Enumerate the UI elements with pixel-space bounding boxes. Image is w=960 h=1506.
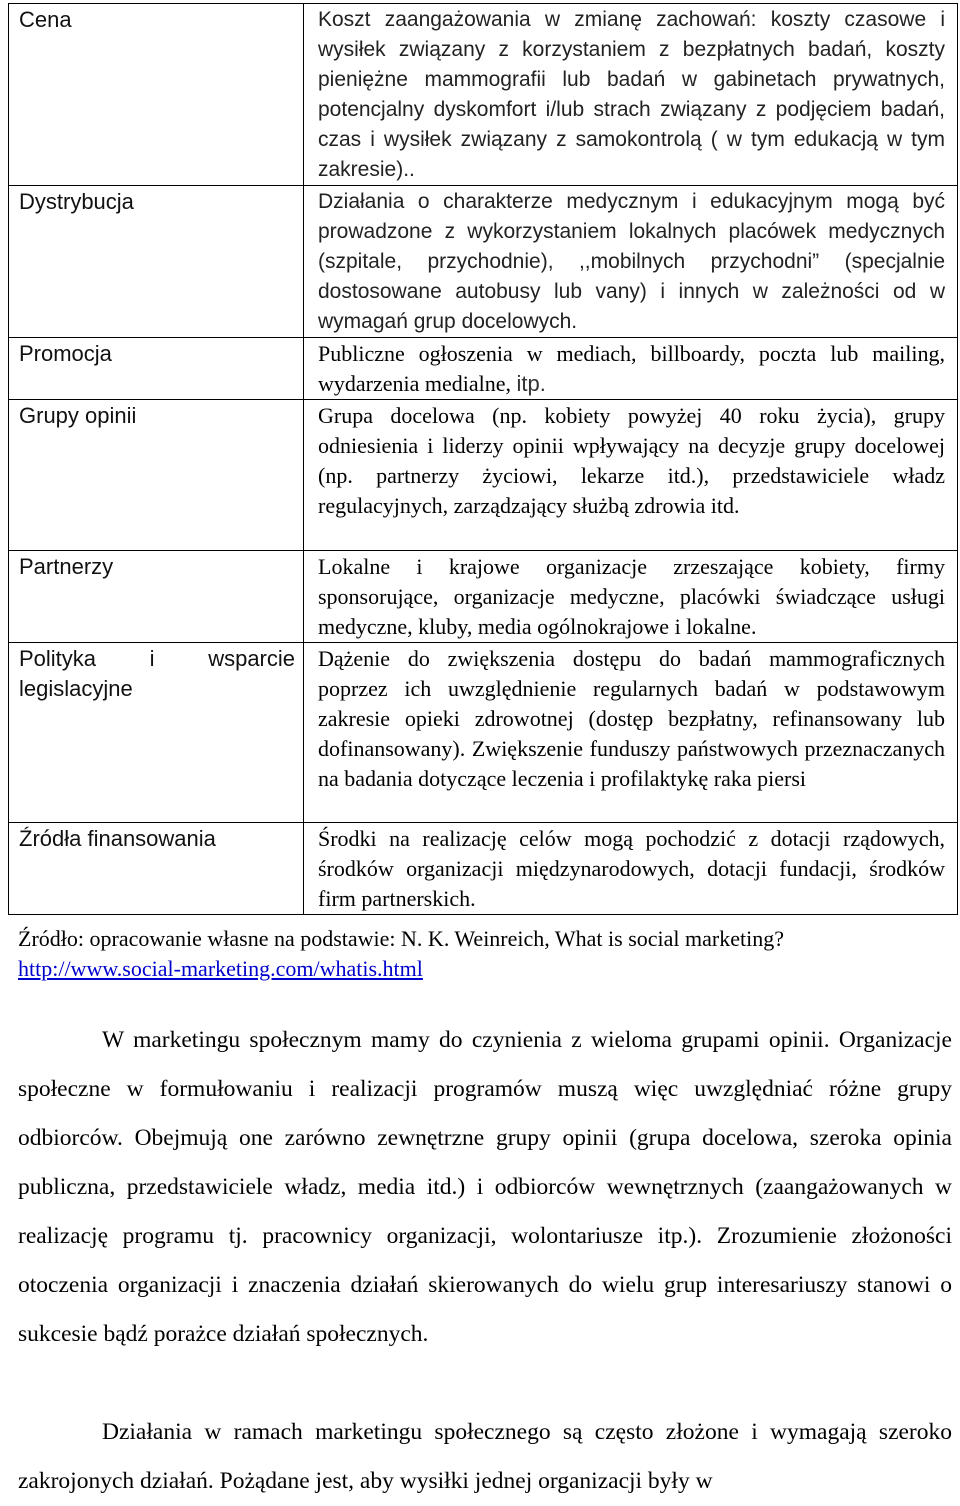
row-description: Środki na realizację celów mogą pochodzić z dotacji rządowych, środków organizacji międzynarodowych, dotacji fundacji, środków firm partnerskich. [304, 823, 958, 915]
table-row-grupy-opinii [9, 400, 958, 551]
row-description-cell [304, 338, 958, 400]
table-row-dystrybucja [9, 186, 958, 338]
row-description-suffix: itp. [516, 371, 546, 396]
table-row-partnerzy [9, 551, 958, 643]
row-label: Promocja [9, 338, 304, 400]
row-label: Dystrybucja [9, 186, 304, 338]
source-text: Źródło: opracowanie własne na podstawie: N. K. Weinreich, What is social marketing? [18, 926, 784, 951]
row-label: Grupy opinii [9, 400, 304, 551]
body-paragraph: W marketingu społecznym mamy do czynienia z wieloma grupami opinii. Organizacje społeczne w formułowaniu i realizacji programów muszą więc uwzględniać różne grupy odbiorców. Obejmują one zarówno zewnętrzne grupy opinii (grupa docelowa, szeroka opinia publiczna, przedstawiciele władz, media itd.) i odbiorców wewnętrznych (zaangażowanych w realizację programu tj. pracownicy organizacji, wolontariusze itp.). Zrozumienie złożoności otoczenia organizacji i znaczenia działań skierowanych do wielu grup interesariuszy stanowi o sukcesie bądź porażce działań społecznych. [18, 1027, 952, 1347]
table-row-cena [9, 4, 958, 186]
row-label: Źródła finansowania [9, 823, 304, 915]
body-paragraph: Działania w ramach marketingu społecznego są często złożone i wymagają szeroko zakrojonych działań. Pożądane jest, aby wysiłki jednej organizacji były w [18, 1419, 952, 1494]
table-row-promocja [9, 338, 958, 400]
row-description: Lokalne i krajowe organizacje zrzeszające kobiety, firmy sponsorujące, organizacje medyczne, placówki świadczące usługi medyczne, kluby, media ogólnokrajowe i lokalne. [304, 551, 958, 643]
source-link[interactable]: http://www.social-marketing.com/whatis.html [18, 956, 423, 981]
source-note [18, 924, 958, 984]
table-row-zrodla-finansowania [9, 823, 958, 915]
row-description: Działania o charakterze medycznym i edukacyjnym mogą być prowadzone z wykorzystaniem lokalnych placówek medycznych (szpitale, przychodnie), ,,mobilnych przychodni” (specjalnie dostosowane autobusy lub vany) i innych w zależności od w wymagań grup docelowych. [304, 186, 958, 338]
row-label: Partnerzy [9, 551, 304, 643]
marketing-mix-table [8, 3, 958, 915]
row-description: Grupa docelowa (np. kobiety powyżej 40 roku życia), grupy odniesienia i liderzy opinii wpływający na decyzje grupy docelowej (np. partnerzy życiowi, lekarze itd.), przedstawiciele władz regulacyjnych, zarządzający służbą zdrowia itd. [304, 400, 958, 551]
row-description: Publiczne ogłoszenia w mediach, billboardy, poczta lub mailing, wydarzenia medialne, [318, 341, 945, 396]
row-description: Dążenie do zwiększenia dostępu do badań mammograficznych poprzez ich uwzględnienie regularnych badań w podstawowym zakresie opieki zdrowotnej (dostęp bezpłatny, refinansowany lub dofinansowany). Zwiększenie funduszy państwowych przeznaczanych na badania dotyczące leczenia i profilaktykę raka piersi [304, 643, 958, 823]
table-row-polityka [9, 643, 958, 823]
row-label: Polityka i wsparcie legislacyjne [9, 643, 304, 823]
row-label: Cena [9, 4, 304, 186]
row-description: Koszt zaangażowania w zmianę zachowań: koszty czasowe i wysiłek związany z korzystaniem z bezpłatnych badań, koszty pieniężne mammografii lub badań w gabinetach prywatnych, potencjalny dyskomfort i/lub strach związany z podjęciem badań, czas i wysiłek związany z samokontrolą ( w tym edukacją w tym zakresie).. [304, 4, 958, 186]
